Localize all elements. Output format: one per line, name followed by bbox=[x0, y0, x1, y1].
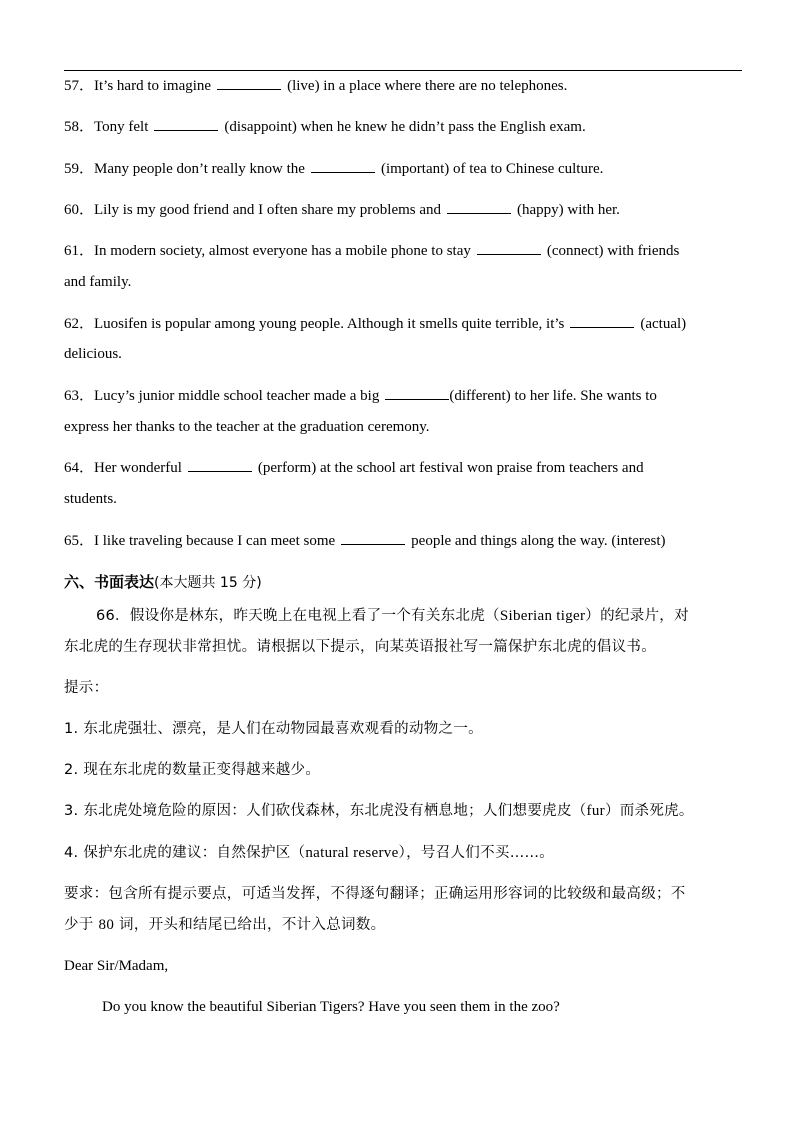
hint-item-2: 2. 现在东北虎的数量正变得越来越少。 bbox=[64, 762, 321, 778]
answer-blank[interactable] bbox=[477, 240, 541, 255]
question-text: (different) to her life. She wants to bbox=[449, 388, 657, 404]
answer-blank[interactable] bbox=[217, 75, 281, 90]
letter-salutation: Dear Sir/Madam, bbox=[64, 958, 169, 974]
question-text: In modern society, almost everyone has a mobile phone to stay bbox=[94, 243, 471, 259]
question-text: (actual) bbox=[640, 316, 687, 332]
answer-blank[interactable] bbox=[311, 158, 375, 173]
question-text: (perform) at the school art festival won praise from teachers and bbox=[257, 460, 644, 476]
header-rule bbox=[64, 70, 742, 71]
question-text: Lily is my good friend and I often share my problems and bbox=[94, 202, 442, 218]
question-58 bbox=[64, 116, 586, 137]
hint-item-3: 3. 东北虎处境危险的原因：人们砍伐森林，东北虎没有栖息地；人们想要虎皮（fur）而杀死虎。 bbox=[64, 803, 694, 819]
letter-opening: Do you know the beautiful Siberian Tigers? Have you seen them in the zoo? bbox=[102, 999, 560, 1015]
answer-blank[interactable] bbox=[385, 385, 449, 400]
answer-blank[interactable] bbox=[188, 457, 252, 472]
question-text: (connect) with friends bbox=[546, 243, 680, 259]
question-number: 60． bbox=[64, 202, 95, 218]
question-number: 62． bbox=[64, 316, 95, 332]
question-57 bbox=[64, 75, 567, 96]
question-63-continued: express her thanks to the teacher at the graduation ceremony. bbox=[64, 419, 430, 435]
section-heading bbox=[64, 572, 262, 593]
question-65 bbox=[64, 530, 666, 551]
question-64 bbox=[64, 457, 644, 478]
answer-blank[interactable] bbox=[570, 313, 634, 328]
question-text: Her wonderful bbox=[94, 460, 182, 476]
hint-label: 提示： bbox=[64, 680, 109, 696]
question-62-continued: delicious. bbox=[64, 346, 122, 362]
question-text: (important) of tea to Chinese culture. bbox=[380, 161, 604, 177]
question-text: (happy) with her. bbox=[517, 202, 620, 218]
question-text: Luosifen is popular among young people. Although it smells quite terrible, it’s bbox=[94, 316, 565, 332]
question-text: Tony felt bbox=[94, 119, 149, 135]
question-61 bbox=[64, 240, 679, 261]
question-text: people and things along the way. (interest) bbox=[411, 533, 666, 549]
question-text: Lucy’s junior middle school teacher made a big bbox=[94, 388, 380, 404]
question-number: 63． bbox=[64, 388, 95, 404]
hint-item-1: 1. 东北虎强壮、漂亮，是人们在动物园最喜欢观看的动物之一。 bbox=[64, 721, 483, 737]
section-title: 六、书面表达 bbox=[64, 573, 155, 591]
question-text: Many people don’t really know the bbox=[94, 161, 305, 177]
requirements-line-1: 要求：包含所有提示要点，可适当发挥，不得逐句翻译；正确运用形容词的比较级和最高级；不 bbox=[64, 886, 686, 902]
question-text: (disappoint) when he knew he didn’t pass the English exam. bbox=[224, 119, 586, 135]
question-text: It’s hard to imagine bbox=[94, 78, 212, 94]
question-number: 61． bbox=[64, 243, 95, 259]
question-60 bbox=[64, 199, 620, 220]
question-59 bbox=[64, 158, 603, 179]
question-number: 57． bbox=[64, 78, 95, 94]
answer-blank[interactable] bbox=[154, 116, 218, 131]
answer-blank[interactable] bbox=[341, 530, 405, 545]
question-63 bbox=[64, 385, 657, 406]
question-text: I like traveling because I can meet some bbox=[94, 533, 336, 549]
question-number: 59． bbox=[64, 161, 95, 177]
question-62 bbox=[64, 313, 686, 334]
task-prompt-line-1: 66．假设你是林东，昨天晚上在电视上看了一个有关东北虎（Siberian tiger）的纪录片，对 bbox=[96, 608, 689, 624]
requirements-line-2: 少于 80 词，开头和结尾已给出，不计入总词数。 bbox=[64, 917, 386, 933]
hint-item-4: 4. 保护东北虎的建议：自然保护区（natural reserve），号召人们不买……。 bbox=[64, 845, 555, 861]
section-subtitle: (本大题共 15 分) bbox=[154, 575, 262, 591]
answer-blank[interactable] bbox=[447, 199, 511, 214]
question-number: 65． bbox=[64, 533, 95, 549]
task-prompt-line-2: 东北虎的生存现状非常担忧。请根据以下提示，向某英语报社写一篇保护东北虎的倡议书。 bbox=[64, 639, 656, 655]
question-number: 64． bbox=[64, 460, 95, 476]
question-61-continued: and family. bbox=[64, 274, 132, 290]
question-64-continued: students. bbox=[64, 491, 117, 507]
question-text: (live) in a place where there are no telephones. bbox=[287, 78, 568, 94]
question-number: 58． bbox=[64, 119, 95, 135]
